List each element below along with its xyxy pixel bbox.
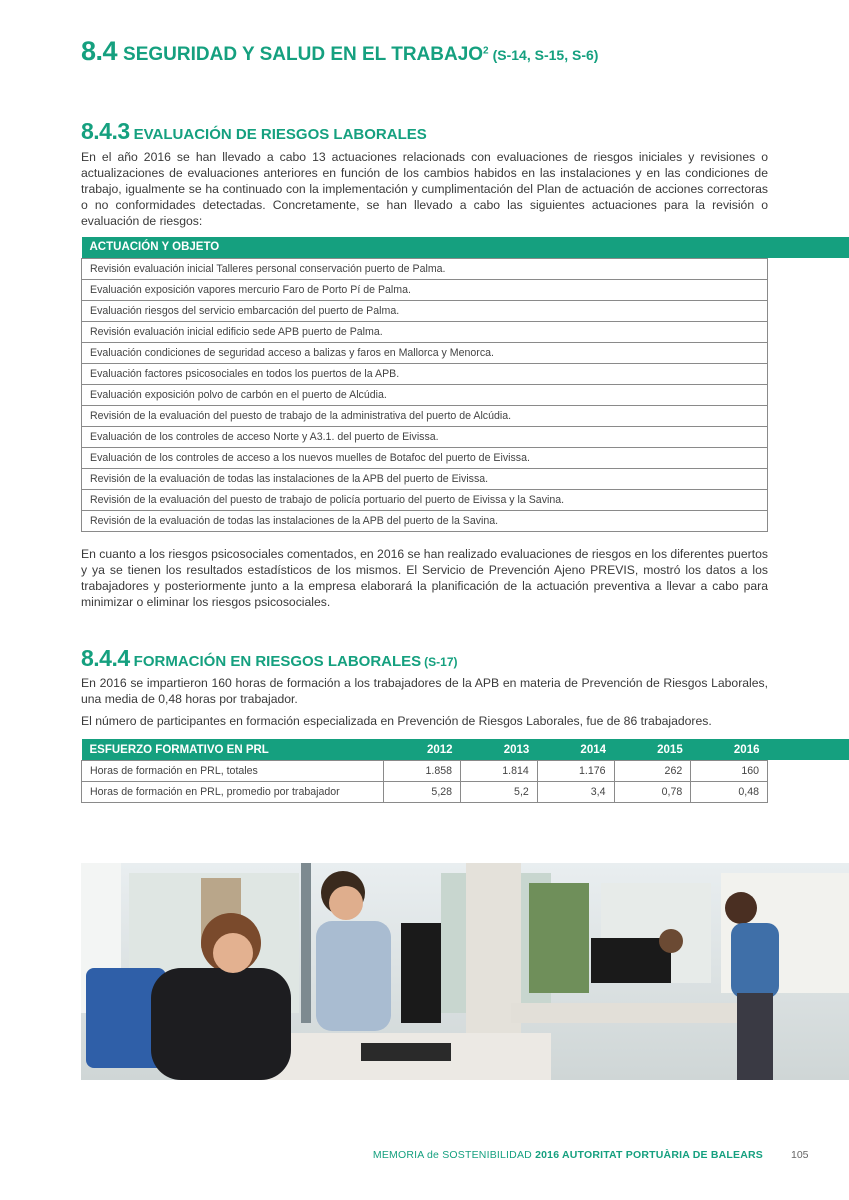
footer-title: 2016 AUTORITAT PORTUÀRIA DE BALEARS <box>535 1149 763 1161</box>
effort-row <box>82 761 768 782</box>
footer <box>373 1149 763 1161</box>
main-heading <box>81 36 598 67</box>
section-844-heading <box>81 645 458 672</box>
action-cell: Revisión de la evaluación de todas las instalaciones de la APB del puerto de Eivissa. <box>82 468 768 489</box>
action-row <box>82 342 768 363</box>
heading-title: SEGURIDAD Y SALUD EN EL TRABAJO <box>123 44 484 65</box>
action-cell: Evaluación riesgos del servicio embarcación del puerto de Palma. <box>82 300 768 321</box>
section-844-para-1: En 2016 se impartieron 160 horas de formación a los trabajadores de la APB en materia de Prevención de Riesgos Laborales, una media de 0,48 horas por trabajador. <box>81 676 768 706</box>
action-row <box>82 279 768 300</box>
action-cell: Revisión evaluación inicial edificio sede APB puerto de Palma. <box>82 321 768 342</box>
year-header: 2012 <box>384 739 461 761</box>
effort-value: 0,78 <box>614 782 691 803</box>
actions-table-header: ACTUACIÓN Y OBJETO <box>82 237 768 258</box>
effort-table-header-row <box>82 739 768 761</box>
section-843-title: EVALUACIÓN DE RIESGOS LABORALES <box>133 126 427 143</box>
action-cell: Revisión evaluación inicial Talleres personal conservación puerto de Palma. <box>82 258 768 279</box>
action-cell: Revisión de la evaluación de todas las instalaciones de la APB del puerto de la Savina. <box>82 510 768 531</box>
heading-number: 8.4 <box>81 36 118 66</box>
effort-value: 1.176 <box>537 761 614 782</box>
section-843-number: 8.4.3 <box>81 118 130 144</box>
section-844-codes: (S-17) <box>424 655 458 669</box>
effort-row <box>82 782 768 803</box>
year-header: 2014 <box>537 739 614 761</box>
year-header: 2013 <box>461 739 538 761</box>
effort-value: 0,48 <box>691 782 768 803</box>
effort-table <box>81 739 768 803</box>
action-row <box>82 384 768 405</box>
effort-row-label: Horas de formación en PRL, totales <box>82 761 384 782</box>
actions-table-body <box>82 258 768 531</box>
effort-table-body <box>82 761 768 803</box>
heading-footnote-ref: 2 <box>483 45 489 57</box>
effort-header-extension <box>768 739 849 760</box>
action-row <box>82 321 768 342</box>
page-number: 105 <box>791 1149 809 1161</box>
section-843-intro: En el año 2016 se han llevado a cabo 13 actuaciones relacionads con evaluaciones de riesgos iniciales y revisiones o actualizaciones de evaluaciones anteriores en función de los cambios habidos en las instalaciones y en las condiciones de trabajo, igualmente se ha continuado con la implementación y cumplimentación del Plan de actuación de acciones correctoras o no conformidades detectadas. Concretamente, se han llevado a cabo las siguientes actuaciones para la revisión o evaluación de riesgos: <box>81 150 768 228</box>
action-cell: Evaluación exposición vapores mercurio Faro de Porto Pí de Palma. <box>82 279 768 300</box>
table-header-extension <box>768 237 849 258</box>
action-cell: Evaluación de los controles de acceso Norte y A3.1. del puerto de Eivissa. <box>82 426 768 447</box>
action-row <box>82 510 768 531</box>
effort-value: 160 <box>691 761 768 782</box>
effort-table-header: ESFUERZO FORMATIVO EN PRL <box>82 739 384 761</box>
action-row <box>82 258 768 279</box>
heading-codes: (S-14, S-15, S-6) <box>492 47 599 63</box>
action-row <box>82 300 768 321</box>
section-843-heading <box>81 118 427 145</box>
action-row <box>82 426 768 447</box>
action-cell: Revisión de la evaluación del puesto de trabajo de la administrativa del puerto de Alcúdia. <box>82 405 768 426</box>
action-cell: Evaluación factores psicosociales en todos los puertos de la APB. <box>82 363 768 384</box>
effort-value: 1.814 <box>461 761 538 782</box>
effort-value: 262 <box>614 761 691 782</box>
action-row <box>82 447 768 468</box>
section-843-outro: En cuanto a los riesgos psicosociales comentados, en 2016 se han realizado evaluaciones de riesgos en los diferentes puertos y ya se tienen los resultados estadísticos de los mismos. El Servicio de Prevención Ajeno PREVIS, mostró los datos a los trabajadores y posteriormente junto a la empresa elaborará la planificación de la actuación preventiva a llevar a cabo para minimizar o eliminar los riesgos psicosociales. <box>81 547 768 609</box>
footer-prefix: MEMORIA de SOSTENIBILIDAD <box>372 1149 532 1161</box>
effort-value: 5,28 <box>384 782 461 803</box>
effort-row-label: Horas de formación en PRL, promedio por trabajador <box>82 782 384 803</box>
section-844-para-2: El número de participantes en formación especializada en Prevención de Riesgos Laborales, fue de 86 trabajadores. <box>81 714 712 728</box>
action-cell: Evaluación de los controles de acceso a los nuevos muelles de Botafoc del puerto de Eivissa. <box>82 447 768 468</box>
actions-table <box>81 237 768 532</box>
year-header: 2015 <box>614 739 691 761</box>
year-header: 2016 <box>691 739 768 761</box>
action-cell: Evaluación condiciones de seguridad acceso a balizas y faros en Mallorca y Menorca. <box>82 342 768 363</box>
effort-value: 3,4 <box>537 782 614 803</box>
action-row <box>82 363 768 384</box>
action-cell: Revisión de la evaluación del puesto de trabajo de policía portuario del puerto de Eivissa y la Savina. <box>82 489 768 510</box>
action-row <box>82 489 768 510</box>
action-row <box>82 468 768 489</box>
section-844-title: FORMACIÓN EN RIESGOS LABORALES <box>133 653 422 670</box>
effort-value: 5,2 <box>461 782 538 803</box>
effort-value: 1.858 <box>384 761 461 782</box>
office-photo <box>81 863 849 1080</box>
action-row <box>82 405 768 426</box>
action-cell: Evaluación exposición polvo de carbón en el puerto de Alcúdia. <box>82 384 768 405</box>
section-844-number: 8.4.4 <box>81 645 130 671</box>
